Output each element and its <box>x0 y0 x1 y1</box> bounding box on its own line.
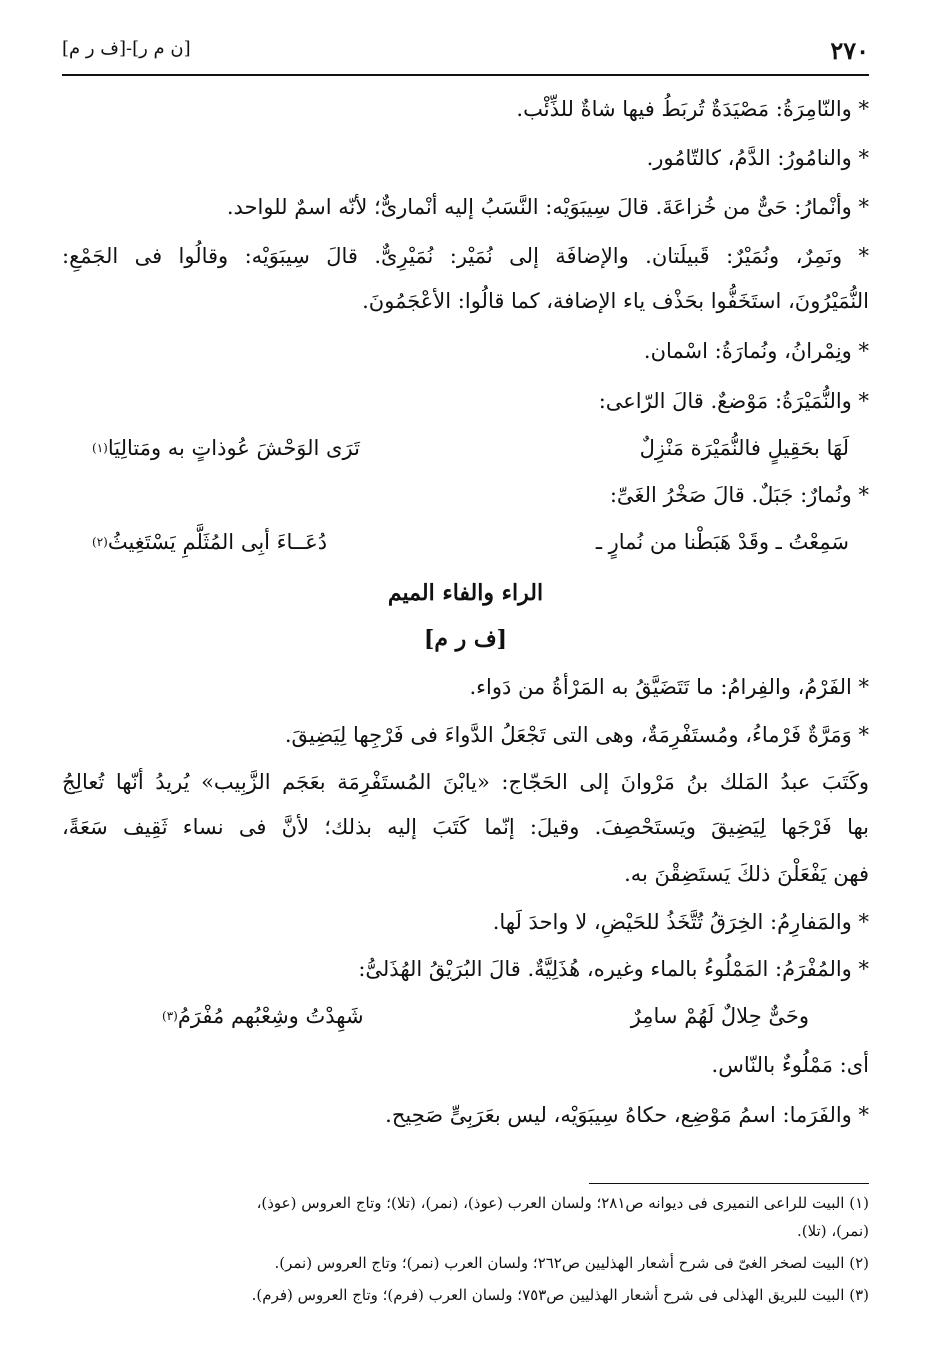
entry-line: * والنامُورُ: الدَّمُ، كالتّامُور. <box>646 146 869 170</box>
page-header <box>62 34 869 76</box>
verse-hemistich-first: لَهَا بحَقِيلٍ فالنُّمَيْرَة مَنْزِلٌ <box>639 436 849 460</box>
footnote-line: (١) البيت للراعى النميرى فى ديوانه ص٢٨١؛ ولسان العرب (عوذ)، (نمر)، (تلا)؛ وتاج العروس (عوذ)، <box>256 1194 869 1212</box>
section-title: الراء والفاء الميم <box>387 580 544 606</box>
entry-line: * والمُفْرَمُ: المَمْلُوءُ بالماء وغيره، هُذَلِيَّةٌ. قالَ البُرَيْقُ الهُذَلىُّ: <box>358 957 869 981</box>
entry-line: * والفَرَما: اسمُ مَوْضِع، حكاهُ سِيبَوَيْه، ليس بعَرَبِىٍّ صَحِيح. <box>385 1103 869 1127</box>
entry-line: * والمَفارِمُ: الخِرَقُ تُتَّخَذُ للحَيْضِ، لا واحدَ لَها. <box>492 910 869 934</box>
verse-line <box>62 428 869 468</box>
entry-line: * ونُمارٌ: جَبَلٌ. قالَ صَخْرُ الغَىِّ: <box>609 483 869 507</box>
verse-line <box>62 522 869 562</box>
footnote-divider <box>589 1183 869 1184</box>
running-head: [ن م ر]-[ف ر م] <box>62 38 191 59</box>
entry-line: * ونَمِرٌ، ونُمَيْرٌ: قَبيلَتان. والإضافَة إلى نُمَيْر: نُمَيْرِىٌّ. قالَ سِيبَوَيْه: وقالُوا فى الجَمْعِ: <box>62 244 869 268</box>
verse-line <box>62 996 869 1036</box>
verse-hemistich-text: شَهِدْتُ وشِعْبُهم مُفْرَمُ <box>177 1004 364 1028</box>
footnote-marker: (٢) <box>92 535 108 549</box>
footnote-line: (نمر)، (تلا). <box>796 1222 869 1240</box>
entry-line: * وَمَرَّةٌ فَرْماءُ، ومُستَفْرِمَةٌ، وهى التى تَجْعَلُ الدَّواءَ فى فَرْجِها لِيَضِيقَ. <box>284 723 869 747</box>
entry-line: النُّمَيْرُونَ، استَخَفُّوا بحَذْف ياء الإضافة، كما قالُوا: الأعْجَمُونَ. <box>362 289 869 313</box>
entry-line: * الفَرْمُ، والفِرامُ: ما تَتَضَيَّقُ به المَرْأةُ من دَواء. <box>469 675 869 699</box>
entry-line: * وأنْمارُ: حَىٌّ من خُزاعَةَ. قالَ سِيبَوَيْه: النَّسَبُ إليه أنْمارىٌّ؛ لأنّه اسمٌ للواحد. <box>226 195 869 219</box>
entry-line: بها فَرْجَها لِيَضِيقَ ويَستَحْصِفَ. وقيلَ: إنّما كَتَبَ إليه بذلك؛ لأنَّ فى نساء ثَقِيف سَعَةً، <box>62 815 869 839</box>
footnote-marker: (١) <box>92 441 108 455</box>
footnote-line: (٣) البيت للبريق الهذلى فى شرح أشعار الهذليين ص٧٥٣؛ ولسان العرب (فرم)؛ وتاج العروس (فرم). <box>251 1286 869 1304</box>
verse-hemistich-second <box>92 428 360 468</box>
page-number: ٢٧٠ <box>830 36 869 65</box>
verse-hemistich-first: سَمِعْتُ ـ وقَدْ هَبَطْنا من نُمارٍ ـ <box>595 530 849 554</box>
verse-hemistich-second <box>162 996 364 1036</box>
entry-line: وكَتَبَ عبدُ المَلك بنُ مَرْوانَ إلى الحَجّاج: «يابْنَ المُستَفْرِمَة بعَجَم الزَّبِيب» يُريدُ أنّها تُعالِجُ <box>62 770 869 794</box>
verse-hemistich-text: دُعَــاءَ أبِى المُثَلَّمِ يَسْتَغِيثُ <box>107 530 328 554</box>
footnote-marker: (٣) <box>162 1009 178 1023</box>
footnote-line: (٢) البيت لصخر الغىّ فى شرح أشعار الهذليين ص٢٦٢؛ ولسان العرب (نمر)؛ وتاج العروس (نمر). <box>274 1254 869 1272</box>
entry-line: * ونِمْرانُ، ونُمارَةُ: اسْمان. <box>643 339 869 363</box>
verse-hemistich-first: وحَىٌّ حِلالٌ لَهُمْ سامِرٌ <box>630 1004 809 1028</box>
entry-line: * والنُّمَيْرَةُ: مَوْضعٌ. قالَ الرّاعى: <box>598 389 869 413</box>
entry-line: أى: مَمْلُوءٌ بالنّاس. <box>711 1053 869 1077</box>
root-title: [ف ر م] <box>423 626 508 652</box>
entry-line: * والنّامِرَةُ: مَصْيَدَةٌ تُربَطُ فيها شاةٌ للذِّئْب. <box>516 97 869 121</box>
entry-line: فهن يَفْعَلْنَ ذلكَ يَستَضِقْنَ به. <box>624 862 869 886</box>
verse-hemistich-second <box>92 522 327 562</box>
verse-hemistich-text: تَرَى الوَحْشَ عُوذاتٍ به ومَتالِيَا <box>107 436 360 460</box>
